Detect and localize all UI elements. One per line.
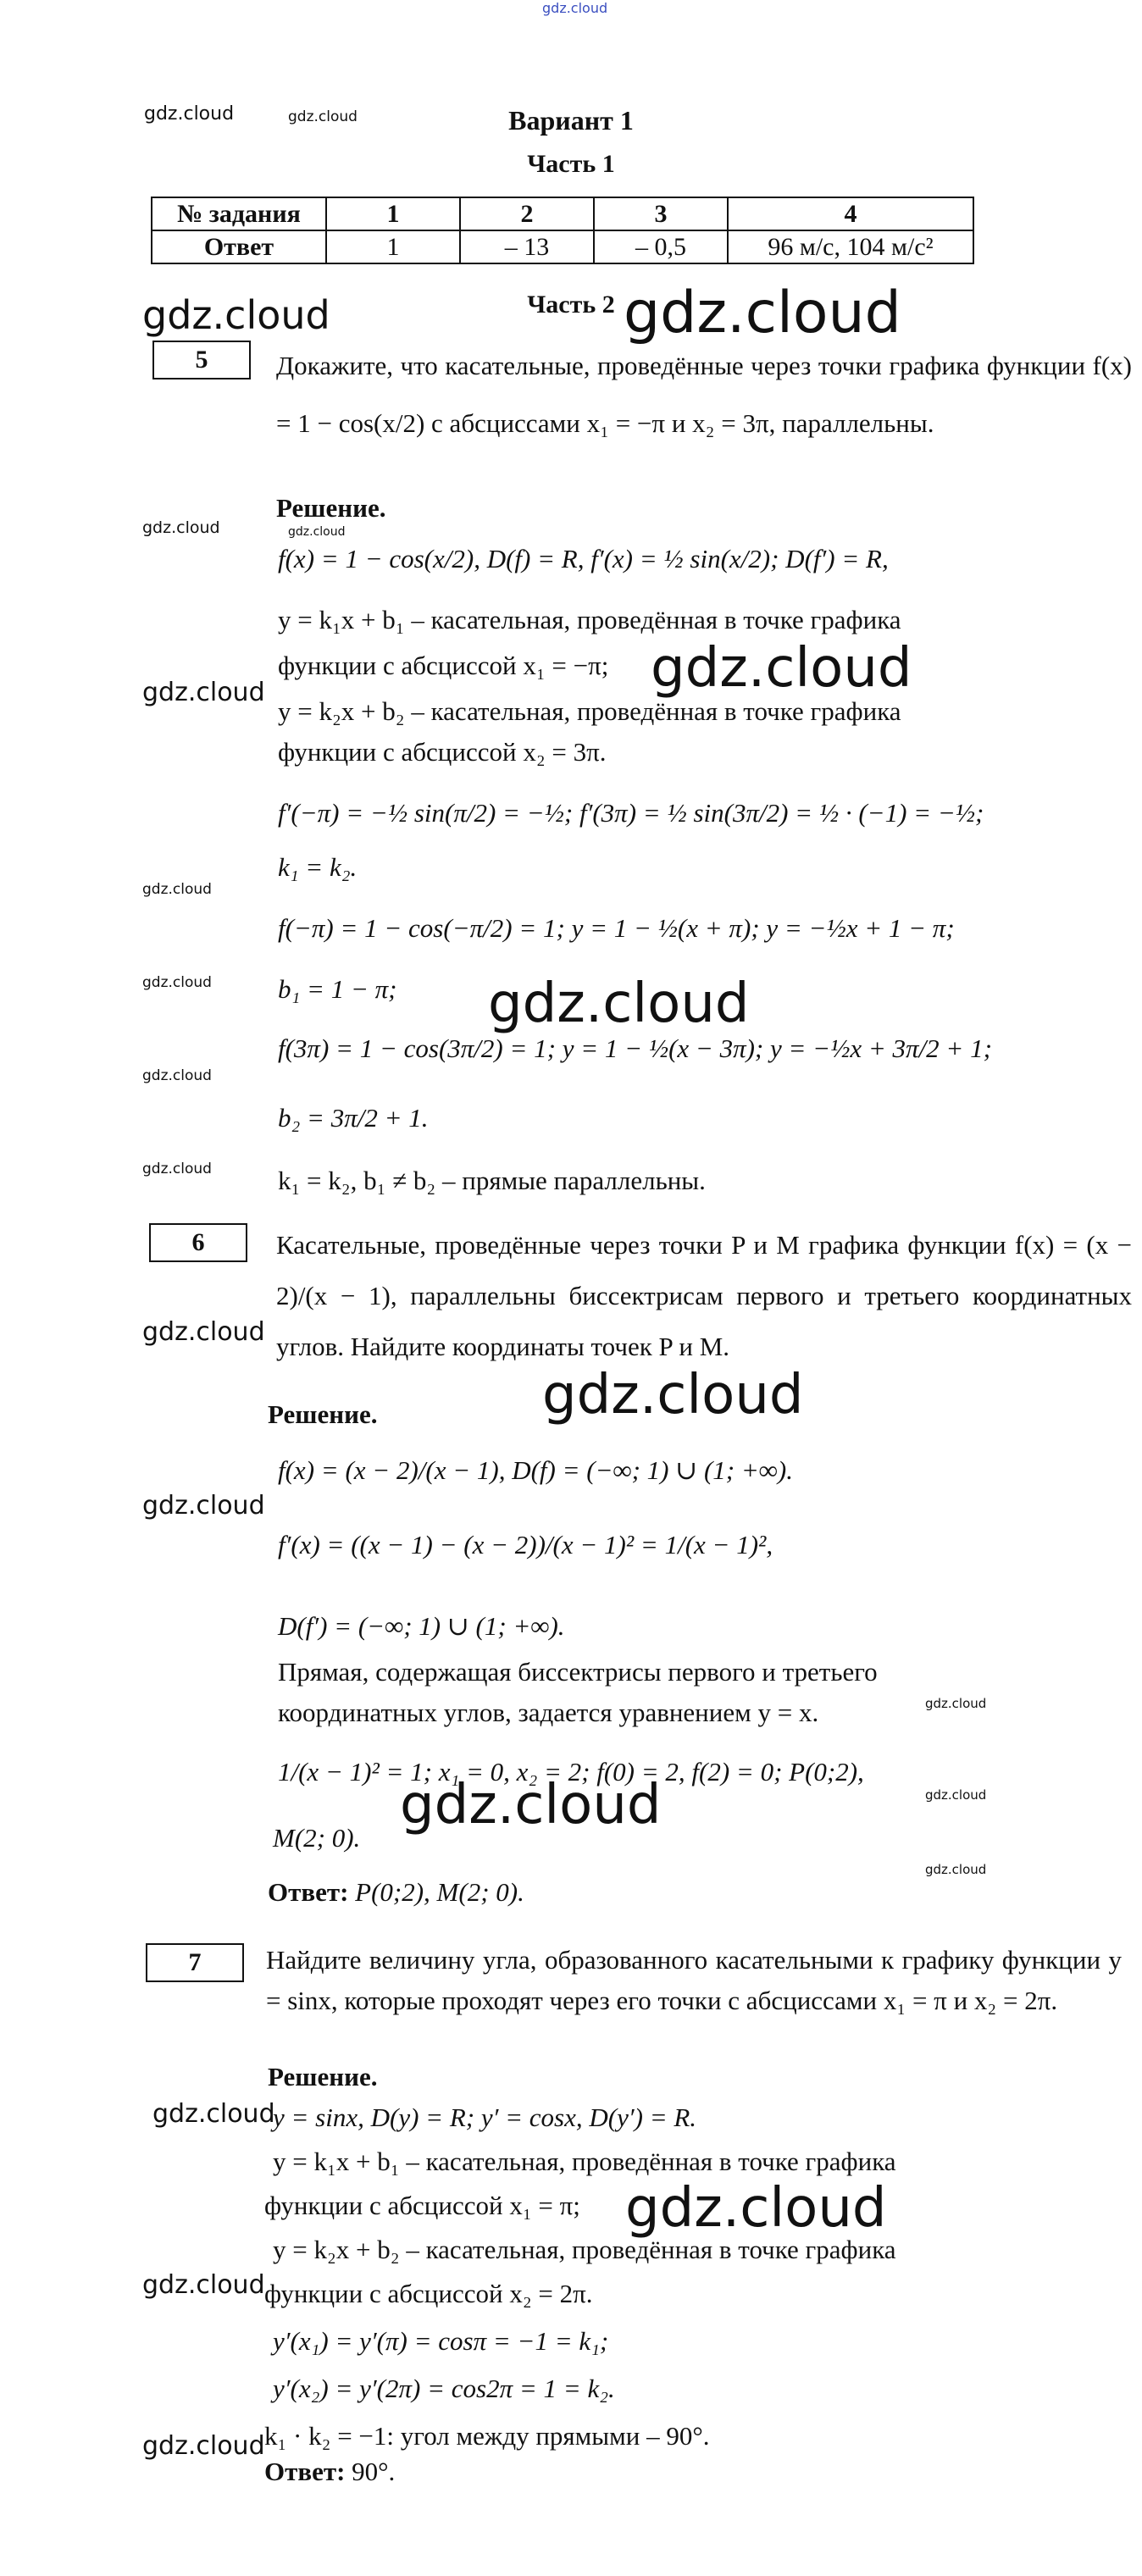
table-cell: 96 м/с, 104 м/с² [728, 230, 973, 263]
answers-table [151, 197, 974, 264]
table-cell: 1 [326, 197, 460, 230]
table-cell: 3 [594, 197, 728, 230]
watermark: gdz.cloud [144, 103, 235, 125]
solution-line: y = sinx, D(y) = R; y′ = cosx, D(y′) = R. [273, 2102, 697, 2132]
solution-line: y = k₁x + b₁ – касательная, проведённая в точке графика [278, 605, 901, 634]
watermark: gdz.cloud [142, 1161, 212, 1177]
answer-label: Ответ: [264, 2457, 346, 2486]
solution-label: Решение. [268, 2062, 378, 2091]
task-statement: Докажите, что касательные, проведённые через точки графика функции f(x) = 1 − cos(x/2) с абсциссами x₁ = −π и x₂ = 3π, параллельны. [276, 351, 1132, 438]
solution-line: y′(x₂) = y′(2π) = cos2π = 1 = k₂. [273, 2374, 615, 2403]
part1-title: Часть 1 [527, 150, 615, 178]
solution-line: k₁ = k₂. [278, 852, 358, 882]
answer-value: 90°. [352, 2457, 396, 2486]
watermark: gdz.cloud [624, 280, 901, 346]
solution-line: функции с абсциссой x₁ = −π; [278, 651, 609, 680]
solution-line: M(2; 0). [273, 1823, 361, 1853]
solution-line: функции с абсциссой x₁ = π; [264, 2191, 580, 2220]
solution-line: f(x) = 1 − cos(x/2), D(f) = R, f′(x) = ½ sin(x/2); D(f′) = R, [278, 544, 889, 573]
watermark: gdz.cloud [142, 2431, 265, 2461]
watermark: gdz.cloud [152, 2099, 275, 2129]
answer-line [264, 2455, 395, 2489]
solution-label: Решение. [268, 1399, 378, 1429]
task-number: 6 [149, 1223, 247, 1262]
table-row [152, 230, 973, 263]
watermark: gdz.cloud [625, 2177, 887, 2240]
solution-line: 1/(x − 1)² = 1; x₁ = 0, x₂ = 2; f(0) = 2, f(2) = 0; P(0;2), [278, 1757, 864, 1787]
solution-line: f′(−π) = −½ sin(π/2) = −½; f′(3π) = ½ sin(3π/2) = ½ · (−1) = −½; [278, 798, 984, 828]
solution-label: Решение. [276, 493, 386, 523]
watermark: gdz.cloud [400, 1774, 662, 1836]
task-statement: Найдите величину угла, образованного касательными к графику функции y = sinx, которые проходят через его точки с абсциссами x₁ = π и x₂ = 2π. [266, 1945, 1122, 2015]
solution-line: Прямая, содержащая биссектрисы первого и третьего [278, 1657, 878, 1687]
table-cell: 2 [460, 197, 594, 230]
solution-line: функции с абсциссой x₂ = 2π. [264, 2279, 593, 2308]
watermark: gdz.cloud [142, 2270, 265, 2300]
variant-title: Вариант 1 [508, 105, 634, 136]
solution-line: координатных углов, задается уравнением y = x. [278, 1698, 819, 1727]
solution-line: k₁ · k₂ = −1: угол между прямыми – 90°. [264, 2421, 710, 2451]
watermark: gdz.cloud [925, 1862, 987, 1877]
solution-line: b₁ = 1 − π; [278, 974, 397, 1004]
answer-line [268, 1875, 524, 1909]
table-cell: – 0,5 [594, 230, 728, 263]
task-number: 7 [146, 1943, 244, 1982]
table-cell: – 13 [460, 230, 594, 263]
watermark: gdz.cloud [142, 974, 212, 991]
solution-line: k₁ = k₂, b₁ ≠ b₂ – прямые параллельны. [278, 1166, 706, 1195]
watermark: gdz.cloud [288, 108, 358, 125]
watermark: gdz.cloud [142, 1317, 265, 1347]
table-cell: 4 [728, 197, 973, 230]
table-cell: 1 [326, 230, 460, 263]
watermark: gdz.cloud [142, 518, 220, 537]
task-number: 5 [152, 341, 251, 379]
solution-line: f(x) = (x − 2)/(x − 1), D(f) = (−∞; 1) ∪ (1; +∞). [278, 1455, 793, 1485]
watermark: gdz.cloud [925, 1787, 987, 1803]
watermark: gdz.cloud [542, 1364, 804, 1426]
answer-value: P(0;2), M(2; 0). [355, 1877, 524, 1907]
watermark: gdz.cloud [142, 881, 212, 898]
solution-line: f(3π) = 1 − cos(3π/2) = 1; y = 1 − ½(x − 3π); y = −½x + 3π/2 + 1; [278, 1033, 992, 1063]
solution-line: функции с абсциссой x₂ = 3π. [278, 737, 607, 767]
watermark-top: gdz.cloud [542, 0, 608, 16]
watermark: gdz.cloud [142, 678, 265, 707]
solution-line: y = k₂x + b₂ – касательная, проведённая в точке графика [278, 696, 901, 726]
answer-label: Ответ: [268, 1877, 349, 1907]
solution-line: f′(x) = ((x − 1) − (x − 2))/(x − 1)² = 1/(x − 1)², [278, 1530, 773, 1559]
solution-line: y′(x₁) = y′(π) = cosπ = −1 = k₁; [273, 2326, 609, 2356]
solution-line: y = k₁x + b₁ – касательная, проведённая в точке графика [273, 2147, 896, 2176]
task-statement: Касательные, проведённые через точки P и M графика функции f(x) = (x − 2)/(x − 1), параллельны биссектрисам первого и третьего координатных углов. Найдите координаты точек P и M. [276, 1230, 1132, 1361]
watermark: gdz.cloud [651, 637, 912, 700]
watermark: gdz.cloud [142, 1067, 212, 1084]
solution-line: y = k₂x + b₂ – касательная, проведённая в точке графика [273, 2235, 896, 2264]
watermark: gdz.cloud [288, 525, 346, 539]
watermark: gdz.cloud [142, 292, 330, 338]
watermark: gdz.cloud [925, 1696, 987, 1711]
solution-line: b₂ = 3π/2 + 1. [278, 1103, 429, 1133]
watermark: gdz.cloud [488, 972, 750, 1035]
watermark: gdz.cloud [142, 1491, 265, 1521]
table-cell: № задания [152, 197, 326, 230]
solution-line: f(−π) = 1 − cos(−π/2) = 1; y = 1 − ½(x + π); y = −½x + 1 − π; [278, 913, 955, 943]
part2-title: Часть 2 [527, 291, 615, 319]
table-cell: Ответ [152, 230, 326, 263]
solution-line: D(f′) = (−∞; 1) ∪ (1; +∞). [278, 1611, 565, 1641]
table-row [152, 197, 973, 230]
